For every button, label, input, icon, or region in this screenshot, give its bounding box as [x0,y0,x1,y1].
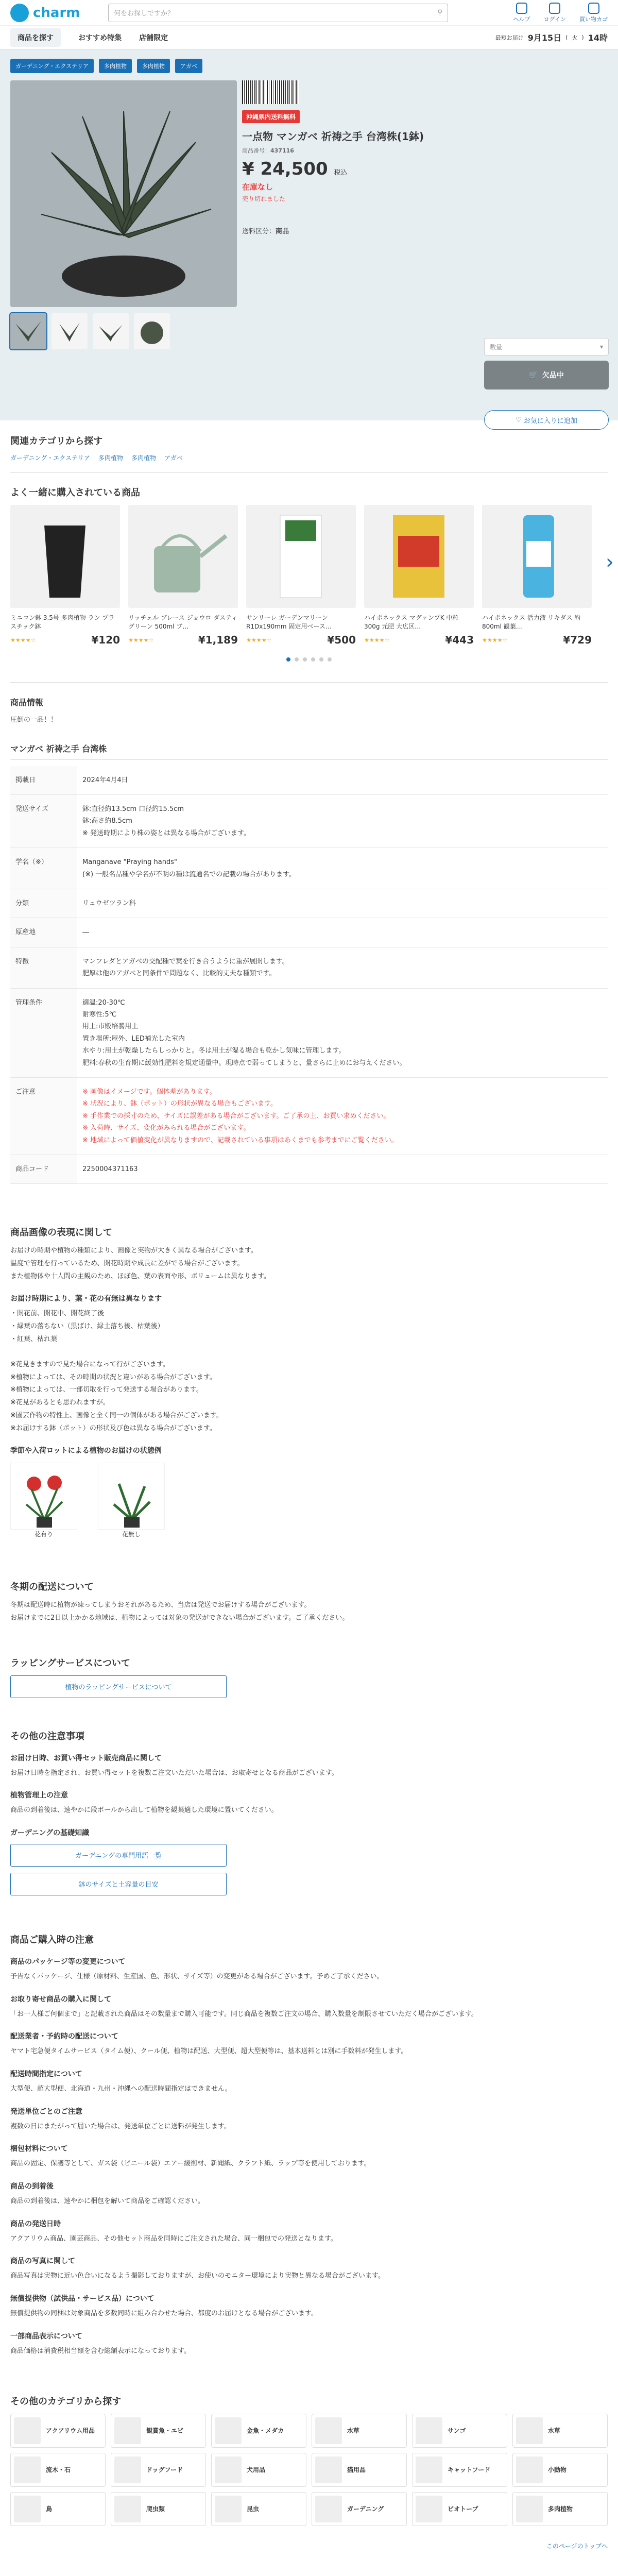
heart-icon: ♡ [516,416,524,424]
category-image [114,2456,141,2483]
reco-card[interactable]: ハイポネックス マグァンプK 中粒 300g 元肥 大広区… ★★★★☆ ¥443 [364,505,474,646]
carousel-dot[interactable] [319,657,323,662]
quantity-select[interactable]: 数量 ▾ [484,338,609,355]
cart-link[interactable]: 買い物カゴ [579,3,608,23]
related-link[interactable]: 多肉植物 [98,454,123,462]
related-link[interactable]: アガベ [164,454,183,462]
sold-out-note: 売り切れました [242,195,286,202]
order-note-text: 予告なくパッケージ、仕様（原材料、生産国、色、形状、サイズ等）の変更がある場合がございます。予めご了承ください。 [10,1972,384,1980]
reco-image [128,505,238,608]
section-title: 商品情報 [10,698,44,707]
category-image [416,2456,442,2483]
spec-value: Manganave "Praying hands" (※) 一般名品種や学名が不明の種は流通名での記載の場合があります。 [77,848,608,889]
rating-stars: ★★★★☆ [364,636,390,643]
delivery-estimate: 最短お届け 9月15日 ( 火 ) 14時 [495,33,608,43]
category-image [14,2417,41,2444]
reco-card[interactable]: ミニコン鉢 3.5号 多肉植物 ラン プラスチック鉢 ★★★★☆ ¥120 [10,505,120,646]
carousel-dot[interactable] [311,657,315,662]
product-price: ¥ 24,500 税込 [242,159,348,179]
wrapping-link[interactable]: 植物のラッピングサービスについて [10,1675,227,1698]
reco-card[interactable]: ハイポネックス 活力液 リキダス 約800ml 観葉… ★★★★☆ ¥729 [482,505,592,646]
order-note-text: 複数の日にまたがって届いた場合は、発送単位ごとに送料が発生します。 [10,2122,231,2130]
product-tag[interactable]: アガベ [175,59,202,73]
product-tag[interactable]: 多肉植物 [137,59,170,73]
category-image [114,2496,141,2522]
order-note-title: 商品の発送日時 [10,2219,61,2228]
login-link[interactable]: ログイン [544,3,566,23]
spec-table [10,766,608,1184]
notes-section: 商品画像の表現に関して お届けの時期や植物の種類により、画像と実物が大きく異なる場合がございます。 温度で管理を行っているため、開花時期や成長に差がでる場合がございます。 また植物体や十人間の主観のため、ほぼ色、葉の表面や形、ボリュームは異なります。 お届け時期により、葉・花の有無は異なります ・開花前、開花中、開花終了後 ・緑葉の落ちない（黒ばけ、緑土落ち後、枯葉後） ・紅葉、枯れ葉 ※花見きますので見た場合になって行がございます。 ※植物によっては、その時期の状況と違いがある場合がございます。 ※植物によっては、一部切取を行って発送する場合があります。 ※花見があるとも思われますが。 ※園芸作物の特性上、画像と全く同一の個体がある場合がございます。 ※お届けする鉢（ポット）の形状及び色は異なる場合がございます。 季節や入荷ロットによる植物のお届けの状態例 花有り 花無し 冬期の配送について 冬期は配送時に植物が凍ってしまうおそれがあるため、当店は発送でお届けする場合がございます。 お届けまでに2日以上かかる地域は、植物によっては対象の発送ができない場合がございます。ご了承ください。 ラッピングサービスについて 植物のラッピングサービスについて その他の注意事項 お届け日時、お買い得セット販売商品に関して お届け日時を指定され、お買い得セットを複数ご注文いただいた場合は、お取寄せとなる商品がございます。 植物管理上の注意 商品の到着後は、速やかに段ボールから出して植物を観葉適した環境に置いてください。 ガーデニングの基礎知識 ガーデニングの専門用語一覧 鉢のサイズと土容量の目安 [0,1184,618,1895]
order-note-text: ヤマト宅急便タイムサービス（タイム便）、クール便、植物は配送、大型便、超大型便等は、基本送料とは別に手数料が発生します。 [10,2047,408,2056]
header [0,0,618,26]
category-image [215,2456,242,2483]
order-note-text: 大型便、超大型便、北海道・九州・沖縄への配送時間指定はできません。 [10,2085,232,2093]
spec-key: 分類 [10,889,77,918]
spec-key: 商品コード [10,1155,77,1183]
flower-example: 花無し [98,1463,165,1538]
category-image [114,2417,141,2444]
order-note-text: 無償提供物の同梱は対象商品を多数同時に組み合わせた場合、都度のお届けとなる場合がございます。 [10,2310,318,2318]
add-favorite-button[interactable]: ♡ お気に入りに追加 [484,410,609,430]
order-note-text: 商品の固定、保護等として、ガス袋（ビニール袋）エアー緩衝材、新聞紙、クラフト紙、ラップ等を使用しております。 [10,2160,371,2168]
related-link[interactable]: ガーデニング・エクステリア [10,454,90,462]
spec-row [10,1155,608,1183]
spec-value: 2250004371163 [77,1155,608,1183]
category-card[interactable]: 金魚・メダカ [211,2414,306,2448]
carousel-dots [10,657,608,662]
order-note-title: 配送時間指定について [10,2070,82,2079]
category-image [315,2456,342,2483]
flower-example: 花有り [10,1463,77,1538]
product-tag[interactable]: 多肉植物 [99,59,132,73]
section-title: 関連カテゴリから探す [10,436,103,447]
spec-row [10,1077,608,1155]
spec-key: 学名（※） [10,848,77,889]
product-hero [0,49,618,425]
category-image [416,2496,442,2522]
order-note-text: アクアリウム商品、園芸商品、その他セット商品を同時にご注文された場合、同一梱包での発送となります。 [10,2234,337,2243]
category-image [315,2417,342,2444]
product-title: 一点物 マンガベ 祈祷之手 台湾株(1鉢) [242,130,424,143]
order-note-text: 商品価格は消費税相当額を含む総額表示になっております。 [10,2347,191,2355]
carousel-dot[interactable] [303,657,307,662]
order-notes [0,1902,618,2358]
category-image [14,2496,41,2522]
reco-card[interactable]: サンリーレ ガーデンマリーン R1Dx190mm 固定用ベース… ★★★★☆ ¥500 [246,505,356,646]
thumbnail[interactable] [134,313,170,349]
category-card[interactable]: 流木・石 [10,2453,106,2487]
main-nav [0,26,618,49]
section-title: 商品画像の表現に関して [10,1227,112,1239]
product-info [242,80,469,235]
order-note-title: 梱包材料について [10,2145,68,2154]
carousel-dot[interactable] [286,657,290,662]
section-title: 商品ご購入時の注意 [10,1934,94,1945]
spec-row [10,766,608,795]
spec-key: 特徴 [10,947,77,988]
product-details [0,683,618,1184]
category-card[interactable]: 昆虫 [211,2492,306,2526]
spec-value: 適温:20-30℃ 耐寒性:5℃ 用土:市販培養用土 置き場所:屋外、LED補光した室内 水やり:用土が乾燥したらしっかりと。冬は用土が湿る場合も乾かし気味に管理します。 肥料:春秋の生育期に緩効性肥料を規定通量中。現時点で弱ってしまうと、量さらに止めにお与えください。 [77,988,608,1077]
order-note-title: 発送単位ごとのご注意 [10,2107,82,2116]
spec-key: 管理条件 [10,988,77,1077]
free-shipping-badge: 沖縄県内送料無料 [242,110,300,123]
spec-value: 鉢:直径約13.5cm 口径約15.5cm 鉢:高さ約8.5cm ※ 発送時期により株の姿とは異なる場合がございます。 [77,795,608,848]
glossary-link[interactable]: ガーデニングの専門用語一覧 [10,1844,227,1867]
category-card[interactable]: 爬虫類 [111,2492,206,2526]
cart-icon [588,3,599,14]
order-note-title: 無償提供物（試供品・サービス品）について [10,2295,154,2303]
spec-value: 2024年4月4日 [77,766,608,795]
cart-icon: 🛒 [529,371,538,379]
category-card[interactable]: 猫用品 [312,2453,407,2487]
category-card[interactable]: 多肉植物 [512,2492,608,2526]
add-to-cart-button[interactable]: 🛒 欠品中 [484,361,609,389]
nav-category[interactable]: 商品を探す [10,28,61,47]
recommendations [0,473,618,662]
user-icon [549,3,560,14]
category-image [315,2496,342,2522]
order-note-text: 商品写真は実物に近い色合いになるよう撮影しておりますが、お使いのモニター環境により実物と異なる場合がございます。 [10,2272,385,2280]
spec-row [10,988,608,1077]
category-card[interactable]: アクアリウム用品 [10,2414,106,2448]
stock-status: 在庫なし [242,182,273,192]
related-link[interactable]: 多肉植物 [131,454,156,462]
order-note-title: 配送業者・予約時の配送について [10,2032,118,2041]
order-note-title: 一部商品表示について [10,2332,82,2341]
nav-feature[interactable]: おすすめ特集 [78,33,122,42]
section-title: その他のカテゴリから探す [10,2396,122,2407]
spec-key: 掲載日 [10,766,77,795]
order-note-text: 商品の到着後は、速やかに梱包を解いて商品をご確認ください。 [10,2197,205,2206]
reco-card[interactable]: リッチェル ブレース ジョウロ ダスティグリーン 500ml ブ… ★★★★☆ ¥1,189 [128,505,238,646]
order-note-title: 商品の到着後 [10,2182,54,2191]
reco-image [482,505,592,608]
category-image [516,2417,543,2444]
category-card[interactable]: ドッグフード [111,2453,206,2487]
order-note-title: お取り寄せ商品の購入に関して [10,1995,111,2004]
purchase-box [484,338,609,430]
spec-row [10,947,608,988]
nav-store-limited[interactable]: 店舗限定 [139,33,168,42]
thumbnail[interactable] [10,313,46,349]
section-title: その他の注意事項 [10,1731,84,1742]
pot-size-link[interactable]: 鉢のサイズと土容量の目安 [10,1873,227,1895]
spec-key: 発送サイズ [10,795,77,848]
spec-value: マンフレダとアガベの交配種で葉を行き合うように重が展開します。 肥厚は他のアガベと同条件で問題なく、比較的丈夫な種類です。 [77,947,608,988]
barcode-image [242,80,299,104]
other-categories [0,2358,618,2550]
category-card[interactable]: 小動物 [512,2453,608,2487]
category-card[interactable]: 犬用品 [211,2453,306,2487]
spec-row [10,848,608,889]
reco-image [364,505,474,608]
section-title: ラッピングサービスについて [10,1657,130,1669]
spec-key: 原産地 [10,918,77,947]
spec-key: ご注意 [10,1077,77,1155]
next-arrow-icon[interactable]: › [606,550,614,574]
category-image [215,2417,242,2444]
order-note-text: 「お一人様ご何個まで」と記載された商品はその数量まで購入可能です。同じ商品を複数ご注文の場合、購入数量を制限させていただく場合がございます。 [10,2010,478,2018]
detail-name: マンガベ 祈祷之手 台湾株 [10,742,608,760]
category-card[interactable]: ビオトープ [412,2492,507,2526]
category-image [516,2496,543,2522]
rating-stars: ★★★★☆ [482,636,508,643]
help-link[interactable]: ヘルプ [513,3,530,23]
site-logo[interactable]: charm [10,4,108,22]
spec-value: ※ 画像はイメージです。個体差があります。 ※ 状況により、鉢（ポット）の形状が異なる場合もございます。 ※ 手作業での採寸のため、サイズに誤差がある場合がございます。ご了承の上、お買い求めください。 ※ 入荷時、サイズ、変化がみられる場合がございます。 ※ 地域によって価値変化が異なりますので、記載されている事項はあくまでも参考までにご覧ください。 [77,1077,608,1155]
category-card[interactable]: ガーデニング [312,2492,407,2526]
category-image [14,2456,41,2483]
search-icon[interactable]: ⚲ [437,9,442,16]
chevron-down-icon: ▾ [599,343,603,350]
category-image [215,2496,242,2522]
logo-icon [10,4,29,22]
thumbnail[interactable] [52,313,88,349]
section-title: よく一緒に購入されている商品 [10,487,140,498]
category-card[interactable]: 水草 [312,2414,407,2448]
catch-copy: 圧倒の一品！！ [10,716,58,724]
order-note-title: 商品のパッケージ等の変更について [10,1957,126,1966]
rating-stars: ★★★★☆ [246,636,272,643]
category-card[interactable]: キャットフード [412,2453,507,2487]
category-card[interactable]: サンゴ [412,2414,507,2448]
category-card[interactable]: 鳥 [10,2492,106,2526]
category-image [516,2456,543,2483]
shipping-class: 送料区分：商品 [242,228,289,235]
spec-row [10,889,608,918]
carousel-dot[interactable] [328,657,332,662]
product-main-image[interactable] [10,80,237,307]
help-icon [516,3,527,14]
category-image [416,2417,442,2444]
spec-value: ― [77,918,608,947]
spec-row [10,918,608,947]
thumbnail[interactable] [93,313,129,349]
reco-image [246,505,356,608]
product-tag[interactable]: ガーデニング・エクステリア [10,59,94,73]
section-title: 冬期の配送について [10,1582,94,1593]
rating-stars: ★★★★☆ [10,636,36,643]
rating-stars: ★★★★☆ [128,636,154,643]
reco-image [10,505,120,608]
category-card[interactable]: 観賞魚・エビ [111,2414,206,2448]
order-note-title: 商品の写真に関して [10,2257,75,2266]
search-input[interactable]: 何をお探しですか？ ⚲ [108,4,448,22]
category-card[interactable]: 水草 [512,2414,608,2448]
spec-value: リュウゼツラン科 [77,889,608,918]
product-code: 商品番号：437116 [242,147,294,154]
spec-row [10,795,608,848]
back-to-top-link[interactable]: このページのトップへ [546,2542,608,2550]
carousel-dot[interactable] [295,657,299,662]
